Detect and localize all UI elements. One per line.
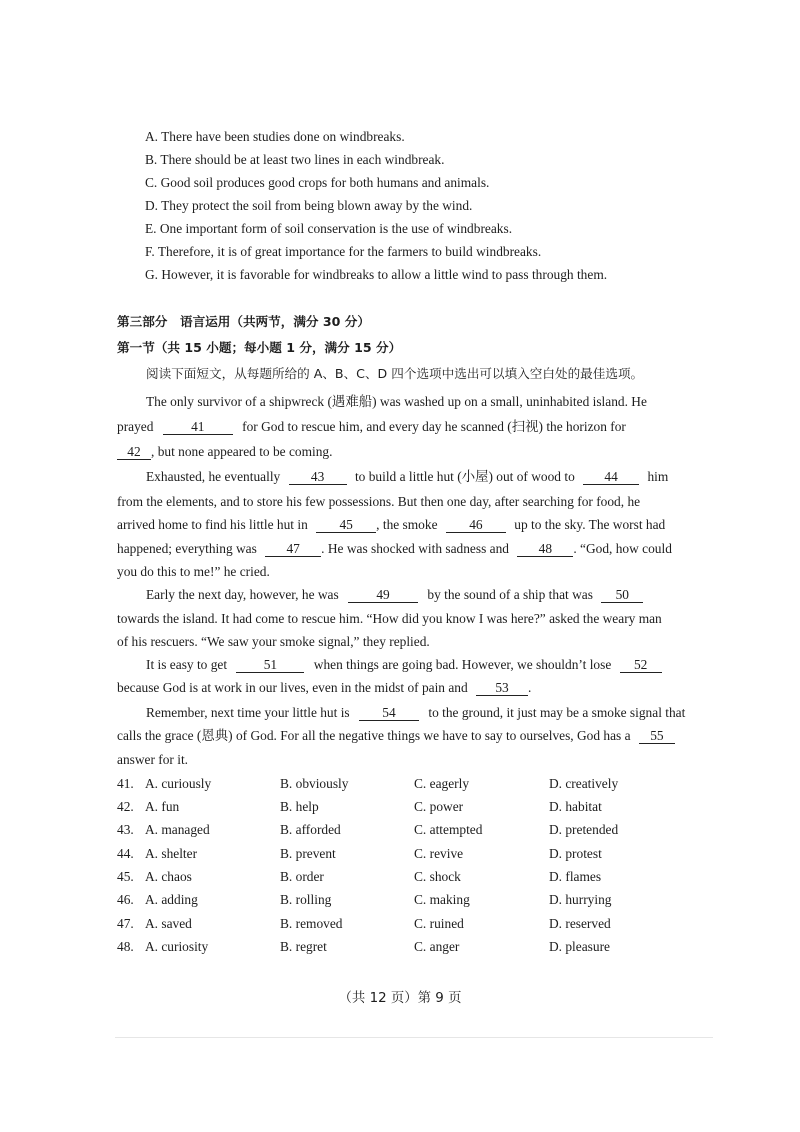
passage-text: prayed <box>117 419 154 434</box>
passage-text: happened; everything was <box>117 541 257 556</box>
passage-text: . He was shocked with sadness and <box>321 541 509 556</box>
passage-line <box>117 679 531 697</box>
passage-text: , the smoke <box>376 517 438 532</box>
sentence-option-d: D. They protect the soil from being blown away by the wind. <box>145 198 473 213</box>
passage-text: arrived home to find his little hut in <box>117 517 308 532</box>
blank-45: 45 <box>316 517 376 533</box>
choice-d: D. hurrying <box>549 892 612 907</box>
choice-b: B. removed <box>280 916 343 931</box>
choice-d: D. pleasure <box>549 939 610 954</box>
choice-c: C. anger <box>414 939 460 954</box>
choice-a: A. saved <box>145 916 192 931</box>
passage-text: to the ground, it just may be a smoke signal that <box>428 705 686 720</box>
blank-41: 41 <box>163 419 233 435</box>
choice-a: A. adding <box>145 892 198 907</box>
passage-line: from the elements, and to store his few possessions. But then one day, after searching for food, he <box>117 494 641 509</box>
passage-line <box>146 586 643 604</box>
choice-a: A. chaos <box>145 869 192 884</box>
sentence-option-c: C. Good soil produces good crops for both humans and animals. <box>145 175 490 190</box>
passage-line: you do this to me!” he cried. <box>117 564 270 579</box>
choice-a: A. curiosity <box>145 939 209 954</box>
blank-51: 51 <box>236 657 304 673</box>
choice-c: C. ruined <box>414 916 464 931</box>
passage-text: because God is at work in our lives, even in the midst of pain and <box>117 680 468 695</box>
choice-b: B. prevent <box>280 846 336 861</box>
question-number: 41. <box>117 776 134 791</box>
passage-text: . “God, how could <box>573 541 672 556</box>
passage-text: up to the sky. The worst had <box>514 517 666 532</box>
choice-d: D. flames <box>549 869 602 884</box>
page-number: （共 12 页）第 9 页 <box>338 991 462 1006</box>
section-title: 第三部分 语言运用（共两节，满分 30 分） <box>117 314 370 329</box>
passage-line: answer for it. <box>117 752 189 767</box>
choice-b: B. rolling <box>280 892 332 907</box>
passage-line: The only survivor of a shipwreck (遇难船) was washed up on a small, uninhabited island. He <box>146 394 647 409</box>
question-number: 45. <box>117 869 134 884</box>
passage-line <box>117 443 332 461</box>
choice-d: D. creatively <box>549 776 619 791</box>
choice-d: D. reserved <box>549 916 611 931</box>
passage-line <box>117 418 626 436</box>
section-instruction: 阅读下面短文，从每题所给的 A、B、C、D 四个选项中选出可以填入空白处的最佳选项。 <box>146 366 644 381</box>
blank-48: 48 <box>517 541 573 557</box>
blank-44: 44 <box>583 469 639 485</box>
sentence-option-f: F. Therefore, it is of great importance for the farmers to build windbreaks. <box>145 244 542 259</box>
choice-d: D. habitat <box>549 799 602 814</box>
question-number: 46. <box>117 892 134 907</box>
choice-c: C. shock <box>414 869 461 884</box>
choice-b: B. afforded <box>280 822 341 837</box>
choice-a: A. managed <box>145 822 210 837</box>
choice-a: A. curiously <box>145 776 212 791</box>
choice-a: A. shelter <box>145 846 198 861</box>
passage-line <box>146 468 668 486</box>
question-number: 43. <box>117 822 134 837</box>
blank-52: 52 <box>620 657 662 673</box>
blank-53: 53 <box>476 680 528 696</box>
passage-line <box>117 727 675 745</box>
divider <box>115 1037 713 1038</box>
choice-b: B. obviously <box>280 776 349 791</box>
passage-text: Early the next day, however, he was <box>146 587 339 602</box>
choice-b: B. help <box>280 799 319 814</box>
question-number: 44. <box>117 846 134 861</box>
passage-text: calls the grace (恩典) of God. For all the negative things we have to say to ourselves, God has a <box>117 728 631 743</box>
passage-line <box>117 516 665 534</box>
choice-c: C. attempted <box>414 822 483 837</box>
passage-line <box>146 704 685 722</box>
sentence-option-e: E. One important form of soil conservation is the use of windbreaks. <box>145 221 513 236</box>
blank-46: 46 <box>446 517 506 533</box>
blank-49: 49 <box>348 587 418 603</box>
blank-42: 42 <box>117 444 151 460</box>
passage-text: when things are going bad. However, we shouldn’t lose <box>313 657 612 672</box>
section-subtitle: 第一节（共 15 小题；每小题 1 分，满分 15 分） <box>117 340 402 355</box>
choice-a: A. fun <box>145 799 180 814</box>
question-number: 48. <box>117 939 134 954</box>
passage-text: to build a little hut (小屋) out of wood to <box>354 469 575 484</box>
choice-c: C. eagerly <box>414 776 470 791</box>
choice-d: D. pretended <box>549 822 619 837</box>
passage-text: Exhausted, he eventually <box>146 469 281 484</box>
blank-43: 43 <box>289 469 347 485</box>
choice-c: C. revive <box>414 846 464 861</box>
sentence-option-g: G. However, it is favorable for windbreaks to allow a little wind to pass through them. <box>145 267 608 282</box>
passage-line <box>146 656 662 674</box>
sentence-option-a: A. There have been studies done on windbreaks. <box>145 129 405 144</box>
choice-b: B. regret <box>280 939 327 954</box>
question-number: 47. <box>117 916 134 931</box>
passage-text: him <box>647 469 669 484</box>
question-number: 42. <box>117 799 134 814</box>
blank-47: 47 <box>265 541 321 557</box>
blank-54: 54 <box>359 705 419 721</box>
passage-line <box>117 540 672 558</box>
passage-line: of his rescuers. “We saw your smoke signal,” they replied. <box>117 634 430 649</box>
passage-text: Remember, next time your little hut is <box>146 705 350 720</box>
blank-50: 50 <box>601 587 643 603</box>
passage-text: It is easy to get <box>146 657 228 672</box>
passage-text: for God to rescue him, and every day he scanned (扫视) the horizon for <box>242 419 626 434</box>
sentence-option-b: B. There should be at least two lines in each windbreak. <box>145 152 445 167</box>
choice-c: C. making <box>414 892 470 907</box>
choice-d: D. protest <box>549 846 602 861</box>
blank-55: 55 <box>639 728 675 744</box>
passage-text: , but none appeared to be coming. <box>151 444 333 459</box>
passage-line: towards the island. It had come to rescue him. “How did you know I was here?” asked the weary man <box>117 611 662 626</box>
passage-text: by the sound of a ship that was <box>427 587 593 602</box>
passage-text: . <box>528 680 532 695</box>
choice-c: C. power <box>414 799 464 814</box>
choice-b: B. order <box>280 869 324 884</box>
